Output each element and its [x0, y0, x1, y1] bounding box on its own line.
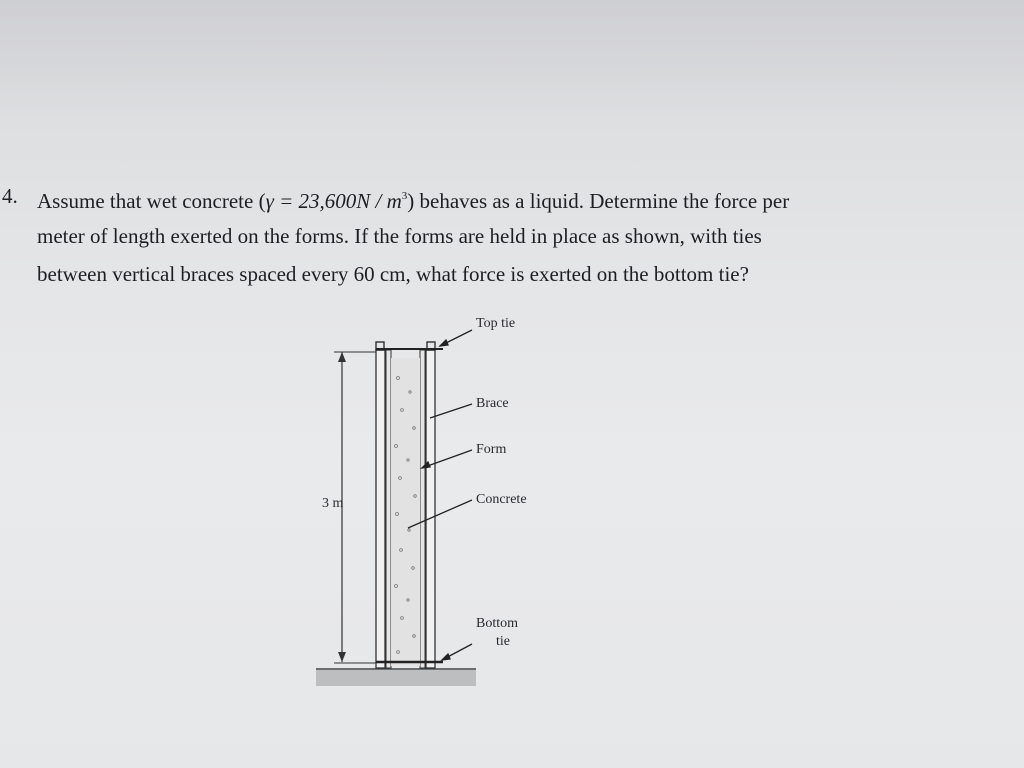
label-brace: Brace: [476, 396, 509, 411]
label-bottom-tie-line1: Bottom: [476, 616, 519, 631]
left-form: [386, 350, 391, 668]
page-shadow: [0, 0, 1024, 120]
problem-number: 4.: [2, 184, 18, 208]
problem-line-3: between vertical braces spaced every 60 cm, what force is exerted on the bottom tie?: [37, 262, 749, 286]
leader-brace: [430, 404, 472, 418]
label-bottom-tie-line2: tie: [496, 634, 510, 649]
specific-weight-formula: γ = 23,600N / m: [265, 189, 402, 213]
formwork-diagram: [300, 300, 560, 700]
label-form: Form: [476, 442, 507, 457]
right-form: [420, 350, 425, 668]
exponent: 3: [401, 190, 408, 202]
problem-line-1: [37, 178, 789, 219]
line1-text-a: Assume that wet concrete (: [37, 189, 266, 213]
left-brace: [376, 350, 385, 668]
right-brace: [426, 350, 435, 668]
problem-line-2: meter of length exerted on the forms. If the forms are held in place as shown, with ties: [37, 224, 762, 248]
ground: [316, 670, 476, 686]
concrete-fill: [391, 358, 420, 666]
line1-text-b: ) behaves as a liquid. Determine the force per: [407, 189, 790, 213]
label-height: 3 m: [322, 496, 344, 511]
label-concrete: Concrete: [476, 492, 527, 507]
label-top-tie: Top tie: [476, 316, 516, 331]
